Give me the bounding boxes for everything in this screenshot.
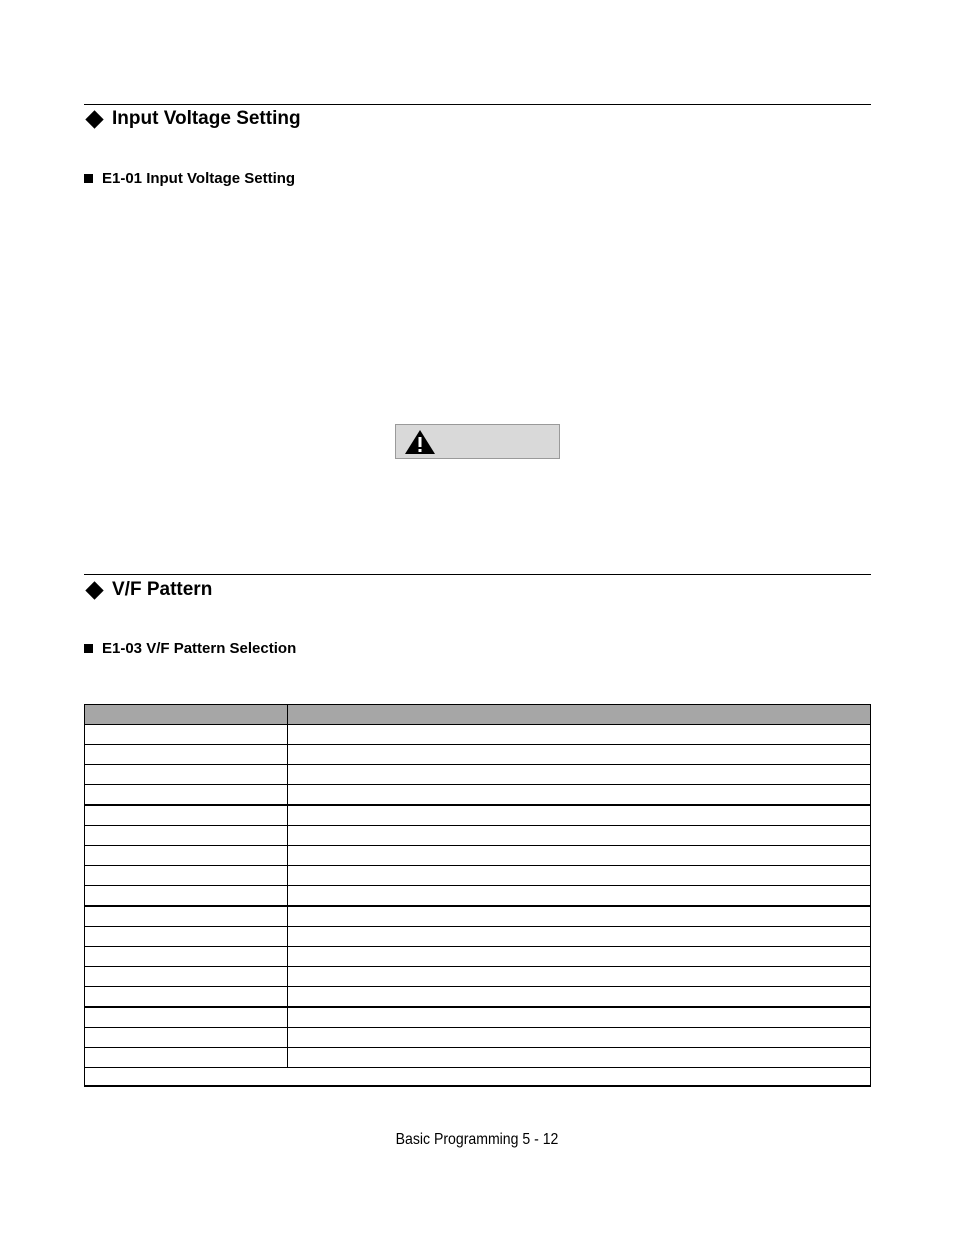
diamond-bullet-icon	[85, 110, 103, 128]
table-cell	[288, 1007, 871, 1028]
table-cell	[288, 906, 871, 927]
square-bullet-icon	[84, 174, 93, 183]
table-header-cell	[288, 705, 871, 725]
subsection-title-text: E1-01 Input Voltage Setting	[102, 170, 296, 187]
table-cell	[85, 805, 288, 826]
table-row	[85, 866, 871, 886]
table-cell	[288, 866, 871, 886]
table-row	[85, 826, 871, 846]
warning-triangle-icon	[404, 429, 436, 455]
table-cell	[288, 846, 871, 866]
section-title-text: V/F Pattern	[112, 579, 213, 600]
table-cell	[85, 967, 288, 987]
table-cell	[85, 826, 288, 846]
table-cell	[85, 886, 288, 907]
table-cell	[288, 725, 871, 745]
table-cell	[288, 826, 871, 846]
warning-banner	[395, 424, 560, 459]
table-cell	[288, 886, 871, 907]
table-row	[85, 947, 871, 967]
table-row	[85, 1048, 871, 1068]
table-cell	[288, 745, 871, 765]
subsection-title-e1-01	[84, 170, 295, 187]
section-title-input-voltage	[84, 108, 301, 130]
table-cell	[85, 765, 288, 785]
square-bullet-icon	[84, 644, 93, 653]
section-title-text: Input Voltage Setting	[112, 108, 301, 129]
table-cell	[85, 987, 288, 1008]
subsection-title-e1-03	[84, 640, 296, 657]
section-divider-1	[84, 104, 871, 105]
table-footer-row	[85, 1068, 871, 1087]
table-cell	[288, 987, 871, 1008]
table-row	[85, 1007, 871, 1028]
table-row	[85, 906, 871, 927]
table-header-row	[85, 705, 871, 725]
page-footer: Basic Programming 5 - 12	[395, 1131, 559, 1148]
table-cell	[288, 785, 871, 806]
table-row	[85, 785, 871, 806]
table-cell	[288, 947, 871, 967]
table-row	[85, 967, 871, 987]
table-cell	[85, 785, 288, 806]
table-cell	[85, 1007, 288, 1028]
table-cell	[85, 947, 288, 967]
table-cell	[288, 1048, 871, 1068]
section-title-vf-pattern	[84, 579, 212, 601]
table-cell	[85, 725, 288, 745]
table-cell	[85, 1048, 288, 1068]
table-row	[85, 987, 871, 1008]
table-cell	[288, 927, 871, 947]
table-row	[85, 846, 871, 866]
table-row	[85, 765, 871, 785]
section-divider-2	[84, 574, 871, 575]
table-cell	[288, 805, 871, 826]
table-row	[85, 805, 871, 826]
table-cell	[85, 1028, 288, 1048]
table-row	[85, 745, 871, 765]
table-cell	[288, 765, 871, 785]
table-cell	[288, 967, 871, 987]
table-header-cell	[85, 705, 288, 725]
table-cell	[288, 1028, 871, 1048]
table-row	[85, 725, 871, 745]
table-cell	[85, 745, 288, 765]
table-row	[85, 886, 871, 907]
subsection-title-text: E1-03 V/F Pattern Selection	[102, 640, 297, 657]
table-row	[85, 927, 871, 947]
diamond-bullet-icon	[85, 581, 103, 599]
table-cell	[85, 906, 288, 927]
table-footnote-cell	[85, 1068, 871, 1087]
table-cell	[85, 846, 288, 866]
vf-pattern-table	[84, 704, 871, 1087]
table-row	[85, 1028, 871, 1048]
table-cell	[85, 866, 288, 886]
table-cell	[85, 927, 288, 947]
